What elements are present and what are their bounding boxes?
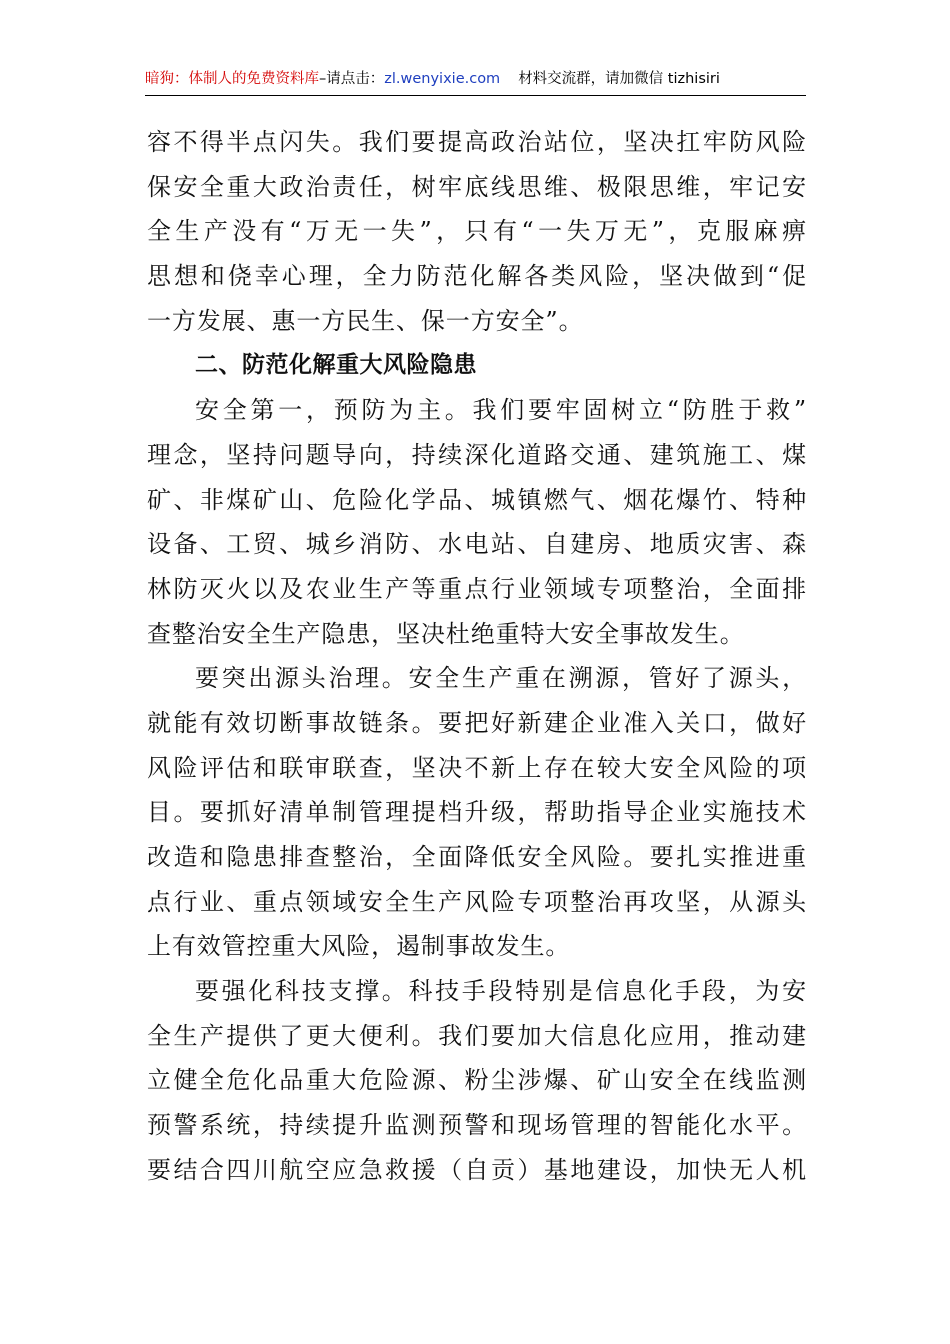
section-heading: 二、防范化解重大风险隐患 [195,352,477,379]
body-line: 立健全危化品重大危险源、粉尘涉爆、矿山安全在线监测 [147,1066,807,1095]
body-line: 全生产没有“万无一失”，只有“一失万无”，克服麻痹 [147,217,807,246]
body-line: 点行业、重点领域安全生产风险专项整治再攻坚，从源头 [147,887,807,916]
body-line: 要强化科技支撑。科技手段特别是信息化手段，为安 [195,977,807,1006]
body-line: 全生产提供了更大便利。我们要加大信息化应用，推动建 [147,1021,807,1050]
header-click-prompt: –请点击： [319,71,385,87]
body-line: 改造和隐患排查整治，全面降低安全风险。要扎实推进重 [147,843,807,871]
body-line: 保安全重大政治责任，树牢底线思维、极限思维，牢记安 [147,172,807,201]
header-url-link[interactable]: zl.wenyixie.com [384,71,501,87]
body-line: 容不得半点闪失。我们要提高政治站位，坚决扛牢防风险 [147,128,807,156]
body-line: 思想和侥幸心理，全力防范化解各类风险，坚决做到“促 [147,262,807,291]
body-line: 安全第一，预防为主。我们要牢固树立“防胜于救” [195,396,807,425]
body-line: 要突出源头治理。安全生产重在溯源，管好了源头， [195,664,807,693]
body-line: 上有效管控重大风险，遏制事故发生。 [147,932,571,961]
body-line: 理念，坚持问题导向，持续深化道路交通、建筑施工、煤 [147,440,807,469]
body-line: 林防灭火以及农业生产等重点行业领域专项整治，全面排 [147,574,807,603]
body-line: 一方发展、惠一方民生、保一方安全”。 [147,306,584,335]
body-line: 风险评估和联审联查，坚决不新上存在较大安全风险的项 [147,753,807,782]
body-line: 矿、非煤矿山、危险化学品、城镇燃气、烟花爆竹、特种 [147,485,807,514]
document-body [147,120,807,1193]
body-line: 就能有效切断事故链条。要把好新建企业准入关口，做好 [147,708,807,737]
body-line: 预警系统，持续提升监测预警和现场管理的智能化水平。 [147,1111,807,1140]
body-line: 目。要抓好清单制管理提档升级，帮助指导企业实施技术 [147,798,807,827]
header-group-note: 材料交流群，请加微信 tizhisiri [518,71,720,87]
body-line: 要结合四川航空应急救援（自贡）基地建设，加快无人机 [147,1155,807,1184]
body-line: 查整治安全生产隐患，坚决杜绝重特大安全事故发生。 [147,619,745,648]
page-header [145,66,806,96]
body-line: 设备、工贸、城乡消防、水电站、自建房、地质灾害、森 [147,530,807,559]
header-site-name: 暗狗：体制人的免费资料库 [145,71,319,87]
